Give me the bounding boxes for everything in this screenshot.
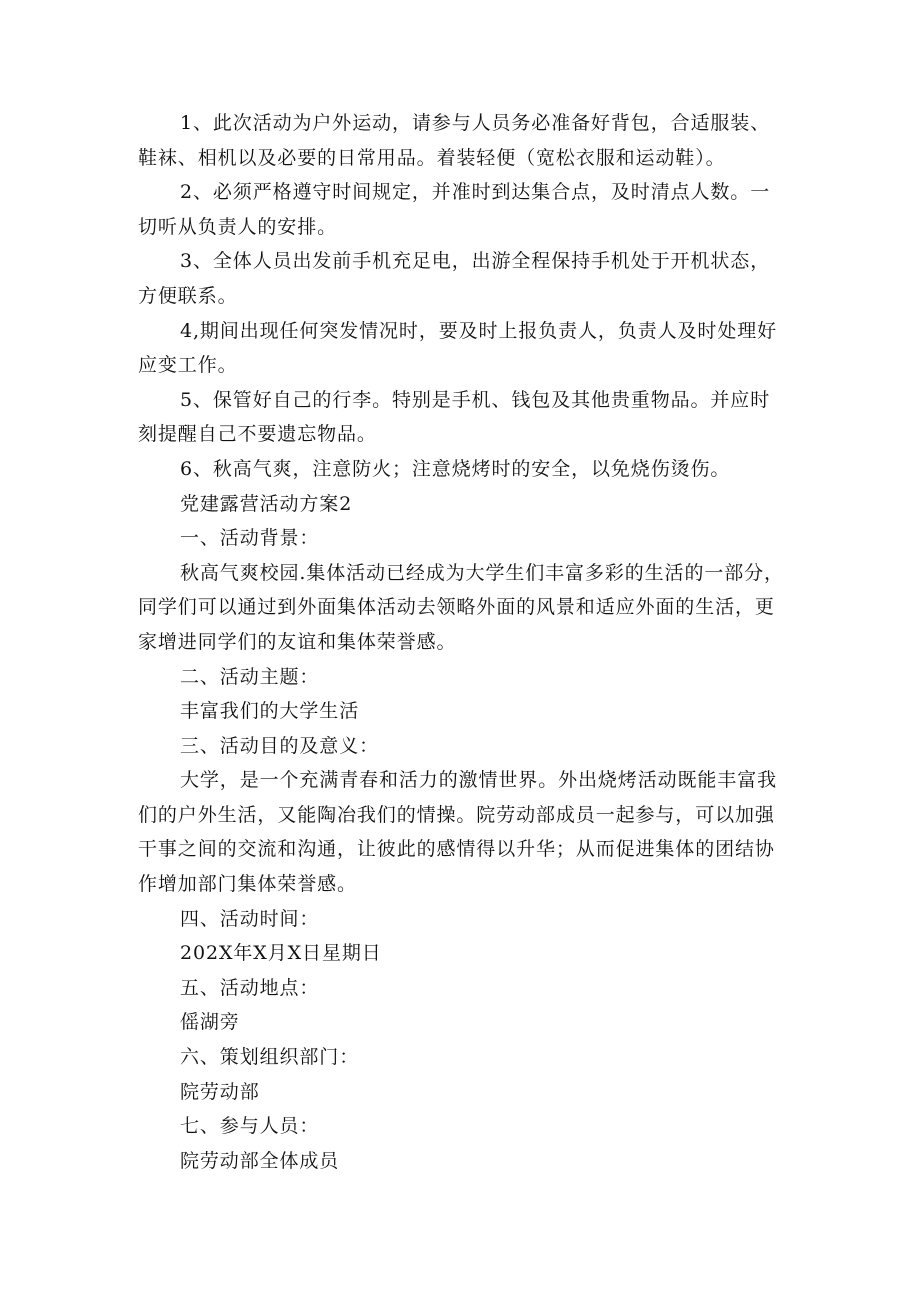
text-line: 丰富我们的大学生活 (180, 700, 360, 723)
text-line: 刻提醒自己不要遗忘物品。 (138, 423, 377, 446)
text-line: 同学们可以通过到外面集体活动去领略外面的风景和适应外面的生活，更 (138, 596, 775, 619)
section-title: 党建露营活动方案2 (180, 492, 353, 515)
text-line: 6、秋高气爽，注意防火；注意烧烤时的安全，以免烧伤烫伤。 (180, 457, 731, 480)
section-heading: 一、活动背景： (180, 527, 320, 550)
document-body (138, 106, 788, 1178)
section-heading: 六、策划组织部门： (180, 1046, 360, 1069)
text-line: 1、此次活动为户外运动，请参与人员务必准备好背包，合适服装、 (180, 112, 771, 134)
text-line: 傜湖旁 (180, 1011, 240, 1034)
text-line: 方便联系。 (138, 284, 238, 307)
text-line: 作增加部门集体荣誉感。 (138, 873, 357, 896)
section-heading: 五、活动地点： (180, 976, 320, 999)
text-line: 秋高气爽校园.集体活动已经成为大学生们丰富多彩的生活的一部分， (180, 561, 784, 584)
text-line: 鞋袜、相机以及必要的日常用品。着装轻便（宽松衣服和运动鞋）。 (138, 146, 726, 169)
text-line: 院劳动部全体成员 (180, 1149, 340, 1172)
section-heading: 三、活动目的及意义： (180, 734, 380, 757)
text-line: 3、全体人员出发前手机充足电，出游全程保持手机处于开机状态， (180, 250, 771, 273)
text-line: 家增进同学们的友谊和集体荣誉感。 (138, 630, 457, 653)
text-line: 应变工作。 (138, 354, 238, 377)
text-line: 们的户外生活，又能陶冶我们的情操。院劳动部成员一起参与，可以加强 (138, 803, 775, 826)
text-line: 院劳动部 (180, 1080, 260, 1103)
text-line: 2、必须严格遵守时间规定，并准时到达集合点，及时清点人数。一 (180, 181, 771, 204)
text-line: 切听从负责人的安排。 (138, 215, 338, 238)
text-line: 5、保管好自己的行李。特别是手机、钱包及其他贵重物品。并应时 (180, 388, 771, 411)
text-line: 202X年X月X日星期日 (180, 942, 382, 965)
section-heading: 四、活动时间： (180, 907, 320, 930)
text-line: 4,期间出现任何突发情况时，要及时上报负责人，负责人及时处理好 (180, 319, 778, 342)
text-line: 大学，是一个充满青春和活力的激情世界。外出烧烤活动既能丰富我 (180, 769, 778, 792)
section-heading: 七、参与人员： (180, 1115, 320, 1138)
text-line: 干事之间的交流和沟通，让彼此的感情得以升华；从而促进集体的团结协 (138, 838, 775, 861)
section-heading: 二、活动主题： (180, 665, 320, 688)
